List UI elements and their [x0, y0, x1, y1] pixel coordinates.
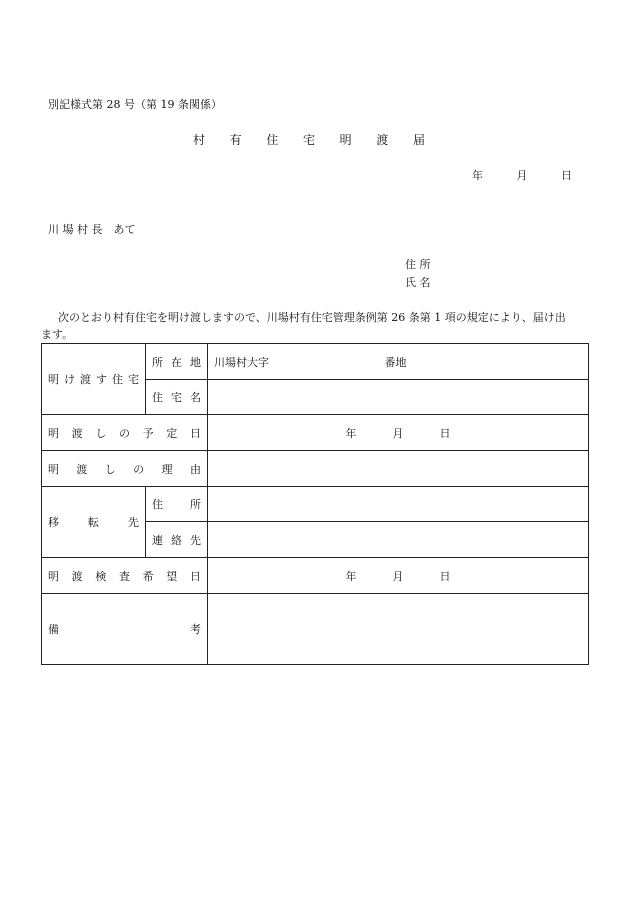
year-label: 年: [472, 169, 483, 182]
house-label-cell: [42, 344, 146, 415]
submission-date: [472, 167, 572, 183]
document-title: [193, 131, 425, 148]
notice-table: [41, 343, 589, 665]
dest-address-label: 住 所: [152, 498, 201, 511]
inspection-label-cell: [42, 558, 208, 594]
remarks-label-cell: [42, 594, 208, 665]
applicant-name-label: 氏 名: [405, 276, 431, 289]
scheduled-date-field[interactable]: [208, 415, 589, 451]
body-text-line1: 次のとおり村有住宅を明け渡しますので、川場村有住宅管理条例第 26 条第 1 項の規定により、届け出: [58, 311, 566, 324]
reason-label-cell: [42, 451, 208, 487]
inspection-label: 明 渡 検 査 希 望 日: [48, 569, 201, 583]
inspection-date-field[interactable]: [208, 558, 589, 594]
reason-label: 明 渡 し の 理 由: [48, 462, 201, 476]
applicant-address-label: 住 所: [405, 258, 431, 271]
title-char: 有: [229, 133, 242, 147]
title-char: 村: [193, 133, 206, 147]
month-label: 月: [516, 169, 528, 182]
body-text-line2: ます。: [41, 328, 74, 341]
destination-label: 移 転 先: [48, 516, 139, 529]
dest-contact-label-cell: [146, 522, 208, 558]
dest-address-field[interactable]: [208, 487, 589, 522]
day-label: 日: [561, 169, 572, 182]
year-label: 年: [345, 426, 357, 440]
day-label: 日: [439, 426, 451, 440]
title-char: 届: [412, 133, 425, 147]
title-char: 住: [266, 133, 279, 147]
remarks-field[interactable]: [208, 594, 589, 665]
title-char: 渡: [376, 133, 389, 147]
month-label: 月: [392, 426, 404, 440]
table-row: [42, 451, 589, 487]
table-row: [42, 344, 589, 380]
dest-contact-field[interactable]: [208, 522, 589, 558]
location-suffix: 番地: [384, 355, 407, 369]
title-char: 宅: [302, 133, 315, 147]
year-label: 年: [345, 569, 357, 583]
table-row: [42, 558, 589, 594]
location-label-cell: [146, 344, 208, 380]
house-name-field[interactable]: [208, 380, 589, 415]
table-row: [42, 415, 589, 451]
scheduled-date-label: 明 渡 し の 予 定 日: [48, 426, 201, 440]
form-reference: 別記様式第 28 号（第 19 条関係）: [48, 98, 222, 111]
table-row: [42, 487, 589, 522]
remarks-label: 備 考: [48, 623, 201, 636]
addressee: 川 場 村 長 あて: [48, 223, 136, 236]
destination-label-cell: [42, 487, 146, 558]
day-label: 日: [439, 569, 451, 583]
table-row: [42, 594, 589, 665]
dest-address-label-cell: [146, 487, 208, 522]
house-label: 明 け 渡 す 住 宅: [48, 373, 139, 386]
dest-contact-label: 連 絡 先: [152, 533, 201, 547]
house-name-label: 住 宅 名: [152, 391, 201, 404]
house-name-label-cell: [146, 380, 208, 415]
month-label: 月: [392, 569, 404, 583]
location-field[interactable]: [208, 344, 589, 380]
location-label: 所 在 地: [152, 355, 201, 369]
location-prefix: 川場村大字: [214, 355, 269, 369]
title-char: 明: [339, 133, 352, 147]
scheduled-date-label-cell: [42, 415, 208, 451]
reason-field[interactable]: [208, 451, 589, 487]
